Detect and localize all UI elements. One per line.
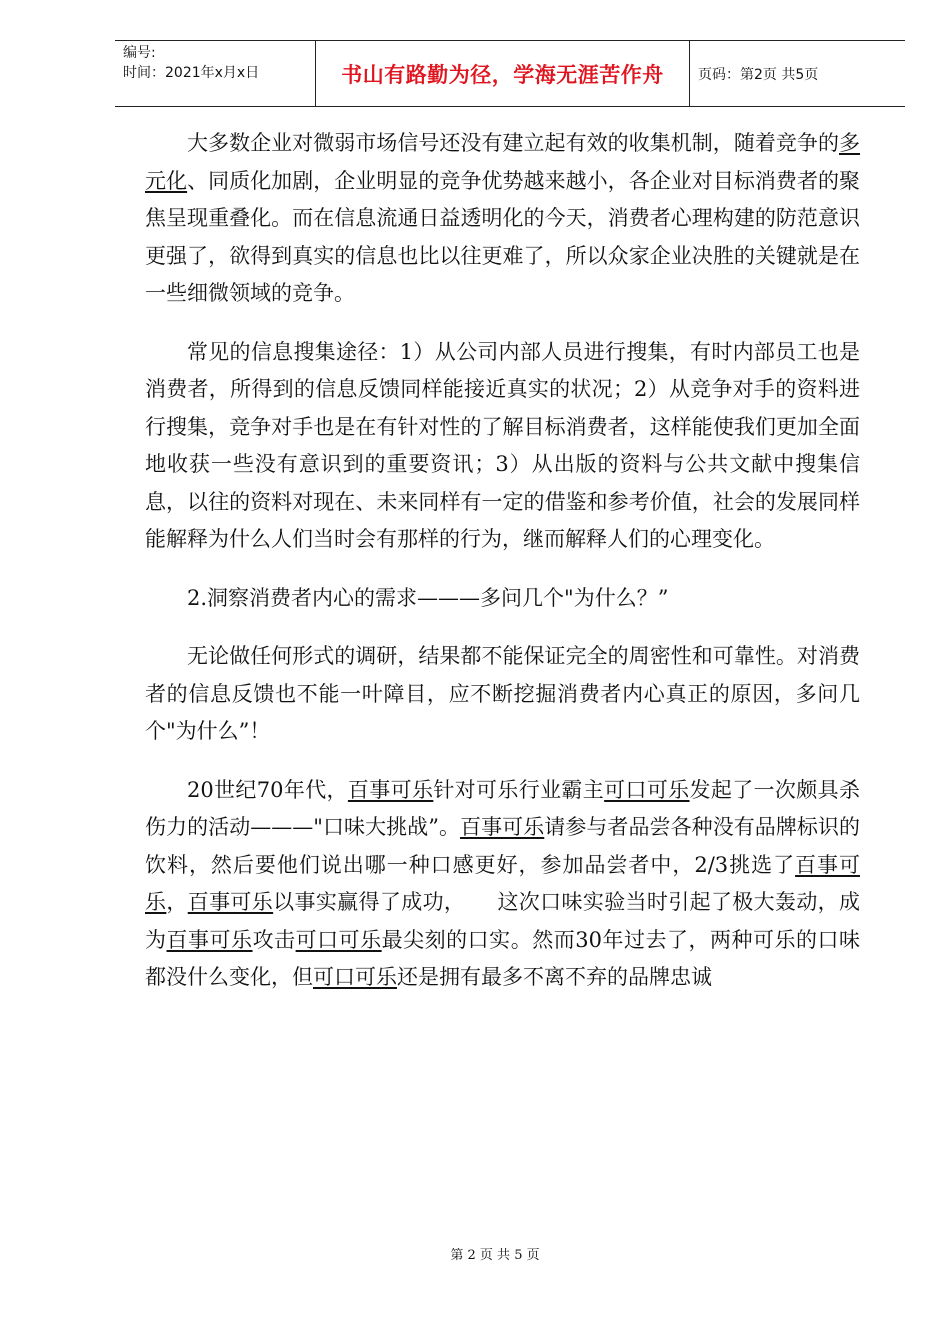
text-run: 无论做任何形式的调研，结果都不能保证完全的周密性和可靠性。对消费者的信息反馈也不能一叶障目，应不断挖掘消费者内心真正的原因，多问几个"为什么”！: [145, 644, 860, 743]
linked-term: 可口可乐: [295, 927, 382, 952]
text-run: 请参与者品尝各种没有品牌标识的饮料，然后要他们说出哪一种口感更好，参加品尝者中，2/3挑选了: [145, 815, 860, 877]
linked-term: 百事可乐: [145, 852, 861, 914]
linked-term: 百事可乐: [347, 777, 434, 802]
paragraph-1: [145, 125, 860, 313]
text-run: 以事实赢得了成功， 这次口味实验当时引起了极大轰动，成为: [145, 890, 861, 952]
header-meta: [115, 41, 316, 106]
text-run: 2.洞察消费者内心的需求———多问几个"为什么？”: [187, 585, 669, 610]
document-header: [115, 40, 905, 107]
paragraph-2: [145, 334, 860, 559]
text-run: 常见的信息搜集途径：1）从公司内部人员进行搜集，有时内部员工也是消费者，所得到的信息反馈同样能接近真实的状况；2）从竞争对手的资料进行搜集，竞争对手也是在有针对性的了解目标消费者，这样能使我们更加全面地收获一些没有意识到的重要资讯；3）从出版的资料与公共文献中搜集信息，以往的资料对现在、未来同样有一定的借鉴和参考价值，社会的发展同样能解释为什么人们当时会有那样的行为，继而解释人们的心理变化。: [145, 339, 860, 551]
page-footer: 第 2 页 共 5 页: [450, 1248, 540, 1263]
text-run: 大多数企业对微弱市场信号还没有建立起有效的收集机制，随着竞争的: [187, 131, 839, 155]
text-run: ，: [166, 890, 188, 914]
paragraph-3: [145, 638, 860, 751]
time-label: 时间：2021年x月x日: [123, 65, 260, 81]
linked-term: 百事可乐: [187, 890, 274, 914]
linked-term: 可口可乐: [604, 777, 690, 802]
paragraph-4: [145, 772, 860, 997]
code-label: 编号:: [123, 45, 156, 61]
text-run: 、同质化加剧，企业明显的竞争优势越来越小，各企业对目标消费者的聚焦呈现重叠化。而在信息流通日益透明化的今天，消费者心理构建的防范意识更强了，欲得到真实的信息也比以往更难了，所以众家企业决胜的关键就是在一些细微领域的竞争。: [145, 168, 860, 305]
section-heading: [145, 580, 860, 618]
document-body: [145, 125, 860, 1018]
text-run: 最尖刻的口实。然而30年过去了，两种可乐的口味都没什么变化，但: [145, 927, 861, 989]
header-motto: 书山有路勤为径，学海无涯苦作舟: [341, 62, 664, 87]
text-run: 还是拥有最多不离不弃的品牌忠诚: [397, 965, 712, 989]
linked-term: 可口可乐: [313, 965, 397, 989]
text-run: 20世纪70年代，: [187, 777, 348, 802]
header-page-info: 页码：第2页 共5页: [698, 66, 819, 83]
header-page-cell: [690, 41, 905, 106]
text-run: 针对可乐行业霸主: [433, 777, 605, 802]
linked-term: 多元化: [145, 131, 860, 193]
linked-term: 百事可乐: [460, 815, 545, 839]
text-run: 攻击: [252, 927, 296, 952]
text-run: 发起了一次颇具杀伤力的活动———"口味大挑战”。: [145, 777, 860, 839]
header-motto-cell: [316, 41, 690, 106]
linked-term: 百事可乐: [166, 927, 253, 952]
